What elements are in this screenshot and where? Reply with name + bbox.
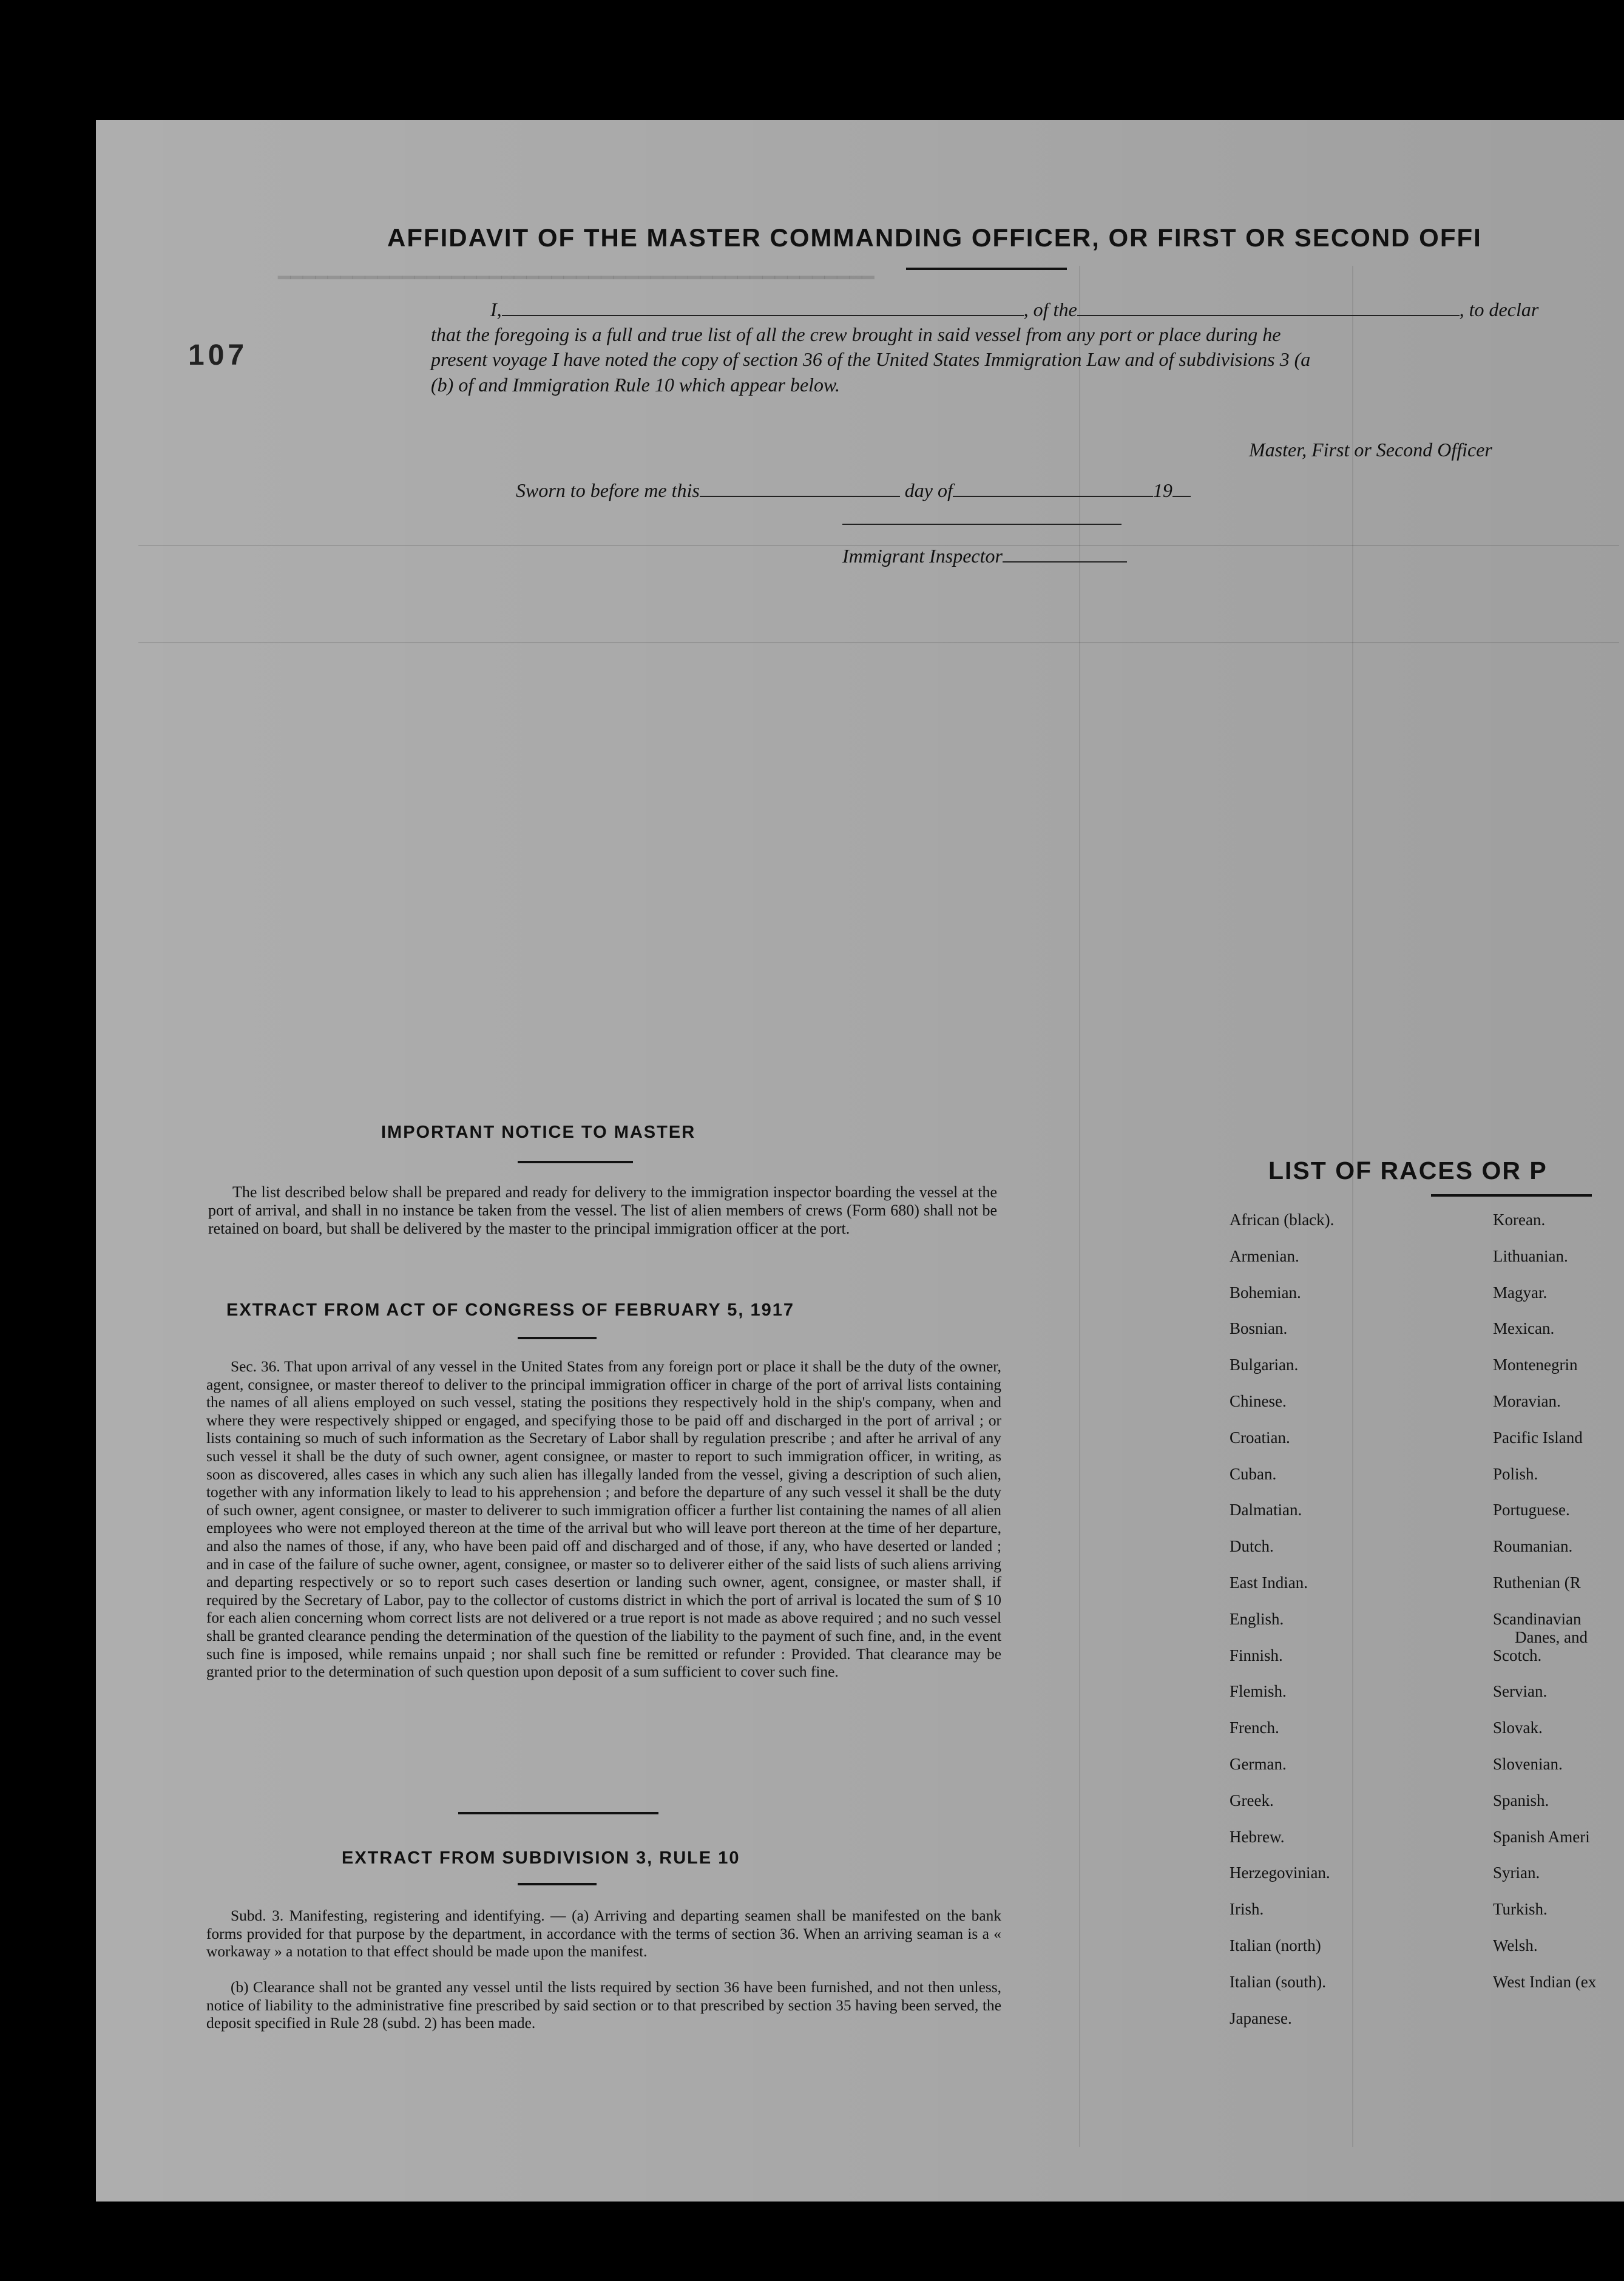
race-item: Spanish.: [1493, 1791, 1549, 1810]
race-item: Irish.: [1230, 1900, 1264, 1919]
race-item: Croatian.: [1230, 1428, 1290, 1447]
affidavit-line-3: present voyage I have noted the copy of section 36 of the United States Immigration Law and of subdivisions 3 (a: [431, 348, 1311, 370]
race-item: Italian (north): [1230, 1936, 1321, 1955]
month-field[interactable]: [953, 496, 1153, 497]
inspector-label: Immigrant Inspector: [842, 545, 1003, 567]
title-underline: [906, 268, 1067, 270]
race-item: Polish.: [1493, 1464, 1538, 1483]
sworn-label: Sworn to before me this: [516, 479, 700, 501]
race-item: Montenegrin: [1493, 1356, 1578, 1374]
of-the-label: , of the: [1023, 299, 1077, 320]
affidavit-line-1: [490, 299, 1538, 321]
notice-title: IMPORTANT NOTICE TO MASTER: [381, 1123, 696, 1142]
bleed-through-trace: [138, 642, 1619, 643]
race-item: Bulgarian.: [1230, 1356, 1299, 1374]
race-item: African (black).: [1230, 1211, 1335, 1229]
affidavit-line-2: that the foregoing is a full and true list of all the crew brought in said vessel from any port or place during he: [431, 323, 1281, 345]
race-item: Syrian.: [1493, 1864, 1540, 1882]
race-item: Roumanian.: [1493, 1537, 1573, 1556]
race-item: Danes, and: [1515, 1627, 1588, 1646]
race-item: Scotch.: [1493, 1646, 1542, 1664]
sworn-date-field[interactable]: [700, 496, 900, 497]
race-item: Herzegovinian.: [1230, 1864, 1330, 1882]
race-item: Servian.: [1493, 1682, 1548, 1701]
race-item: Welsh.: [1493, 1936, 1538, 1955]
act-extract-title: EXTRACT FROM ACT OF CONGRESS OF FEBRUARY 5, 1917: [226, 1300, 795, 1320]
affidavit-line-4: (b) of and Immigration Rule 10 which appear below.: [431, 374, 840, 396]
bleed-through-trace: ━━━━━━━━━━━━━━━━━━━━━━━━━━━━━━━━━━━━━━━━━━━━━━━━: [278, 266, 875, 289]
race-item: Dalmatian.: [1230, 1501, 1302, 1519]
race-item: Portuguese.: [1493, 1501, 1570, 1519]
race-item: French.: [1230, 1718, 1279, 1737]
race-item: Turkish.: [1493, 1900, 1548, 1919]
race-item: Greek.: [1230, 1791, 1274, 1810]
race-item: Spanish Ameri: [1493, 1827, 1590, 1846]
act-extract-underline: [518, 1337, 597, 1339]
section-divider: [458, 1812, 658, 1814]
sworn-line: [516, 479, 1191, 502]
race-item: Cuban.: [1230, 1464, 1277, 1483]
race-item: Slovak.: [1493, 1718, 1543, 1737]
race-item: West Indian (ex: [1493, 1972, 1597, 1991]
race-item: Dutch.: [1230, 1537, 1274, 1556]
race-item: Moravian.: [1493, 1392, 1561, 1410]
name-field[interactable]: [502, 315, 1024, 316]
race-item: Armenian.: [1230, 1246, 1299, 1265]
bleed-through-trace: [1352, 266, 1353, 2147]
races-title: LIST OF RACES OR P: [1268, 1157, 1548, 1184]
race-item: Bohemian.: [1230, 1283, 1301, 1302]
race-item: German.: [1230, 1755, 1287, 1773]
rule-extract-underline: [518, 1883, 597, 1885]
day-label: day of: [904, 479, 953, 501]
race-item: Hebrew.: [1230, 1827, 1285, 1846]
inspector-signature-line[interactable]: [842, 524, 1122, 525]
year-field[interactable]: [1172, 496, 1191, 497]
rule-extract-para-2: (b) Clearance shall not be granted any vessel until the lists required by section 36 have been furnished, and not then unless, notice of liability to the administrative fine prescribed by said section or to that prescribed by section 35 having been served, the deposit specified in Rule 28 (subd. 2) has been made.: [206, 1979, 1001, 2032]
race-item: English.: [1230, 1609, 1284, 1628]
race-item: Ruthenian (R: [1493, 1573, 1581, 1592]
signature-label: Master, First or Second Officer: [1249, 439, 1492, 461]
race-item: Finnish.: [1230, 1646, 1283, 1664]
races-underline: [1431, 1194, 1592, 1197]
rule-extract-title: EXTRACT FROM SUBDIVISION 3, RULE 10: [342, 1848, 740, 1868]
notice-text: The list described below shall be prepared and ready for delivery to the immigration inspector boarding the vessel at the port of arrival, and shall in no instance be taken from the vessel. The list of alien members of crews (Form 680) shall not be retained on board, but shall be delivered by the master to the principal immigration officer at the port.: [208, 1183, 997, 1237]
margin-mark: 107: [188, 339, 248, 371]
race-item: Japanese.: [1230, 2009, 1292, 2027]
race-item: Lithuanian.: [1493, 1246, 1568, 1265]
declare-label: , to declar: [1459, 299, 1539, 320]
inspector-line: [842, 545, 1127, 567]
race-item: Korean.: [1493, 1211, 1546, 1229]
vessel-field[interactable]: [1077, 315, 1460, 316]
race-item: East Indian.: [1230, 1573, 1308, 1592]
rule-extract-para-1: Subd. 3. Manifesting, registering and identifying. — (a) Arriving and departing seamen shall be manifested on the bank forms provided for that purpose by the department, in accordance with the terms of section 36. When an arriving seaman is a « workaway » a notation to that effect should be made upon the manifest.: [206, 1907, 1001, 1961]
year-label: 19: [1152, 479, 1172, 501]
race-item: Italian (south).: [1230, 1972, 1326, 1991]
race-item: Slovenian.: [1493, 1755, 1563, 1773]
race-item: Flemish.: [1230, 1682, 1287, 1701]
act-extract-text: Sec. 36. That upon arrival of any vessel in the United States from any foreign port or place it shall be the duty of the owner, agent, consignee, or master thereof to deliver to the principal immigration officer in charge of the port of arrival lists containing the names of all aliens employed on such vessel, stating the positions they respectively hold in the ship's company, when and where they were respectively shipped or engaged, and specifying those to be paid off and discharged in the port of arrival ; or lists containing so much of such information as the Secretary of Labor shall by regulation prescribe ; and after he arrival of any such vessel it shall be the duty of such owner, agent consignee, or master to report to such immigration officer, in writing, as soon as discovered, alles cases in which any such alien has illegally landed from the vessel, giving a description of such alien, together with any information likely to lead to his apprehension ; and before the departure of any such vessel it shall be the duty of such owner, agent consignee, or master to deliverer to such immigration officer a further list containing the names of all alien employees who were not employed thereon at the time of the arrival but who will leave port thereon at the time of her departure, and also the names of those, if any, who have been paid off and discharged and of those, if any, who have deserted or landed ; and in case of the failure of suche owner, agent, consignee, or master so to deliverer either of the said lists of such aliens arriving and departing respectively or so to report such cases desertion or landing such owner, agent, consignee, or master shall, if required by the Secretary of Labor, pay to the collector of customs district in which the port of arrival is located the sum of $ 10 for each alien concerning whom correct lists are not delivered or a true report is not made as above required ; and no such vessel shall be granted clearance pending the determination of the question of the liability to the payment of such fine, and, in the event such fine is imposed, while remains unpaid ; nor shall such fine be remitted or refunder : Provided. That clearance may be granted prior to the determination of such question upon deposit of a sum sufficient to cover such fine.: [206, 1358, 1001, 1681]
affidavit-title: AFFIDAVIT OF THE MASTER COMMANDING OFFICER, OR FIRST OR SECOND OFFI: [387, 223, 1482, 252]
race-item: Chinese.: [1230, 1392, 1287, 1410]
race-item: Bosnian.: [1230, 1319, 1288, 1338]
race-item: Mexican.: [1493, 1319, 1555, 1338]
document-page: [96, 120, 1624, 2202]
notice-underline: [518, 1161, 633, 1163]
race-item: Pacific Island: [1493, 1428, 1583, 1447]
race-item: Magyar.: [1493, 1283, 1548, 1302]
inspector-field[interactable]: [1003, 561, 1127, 563]
affidavit-i: I,: [490, 299, 502, 320]
race-item: Scandinavian: [1493, 1609, 1582, 1628]
